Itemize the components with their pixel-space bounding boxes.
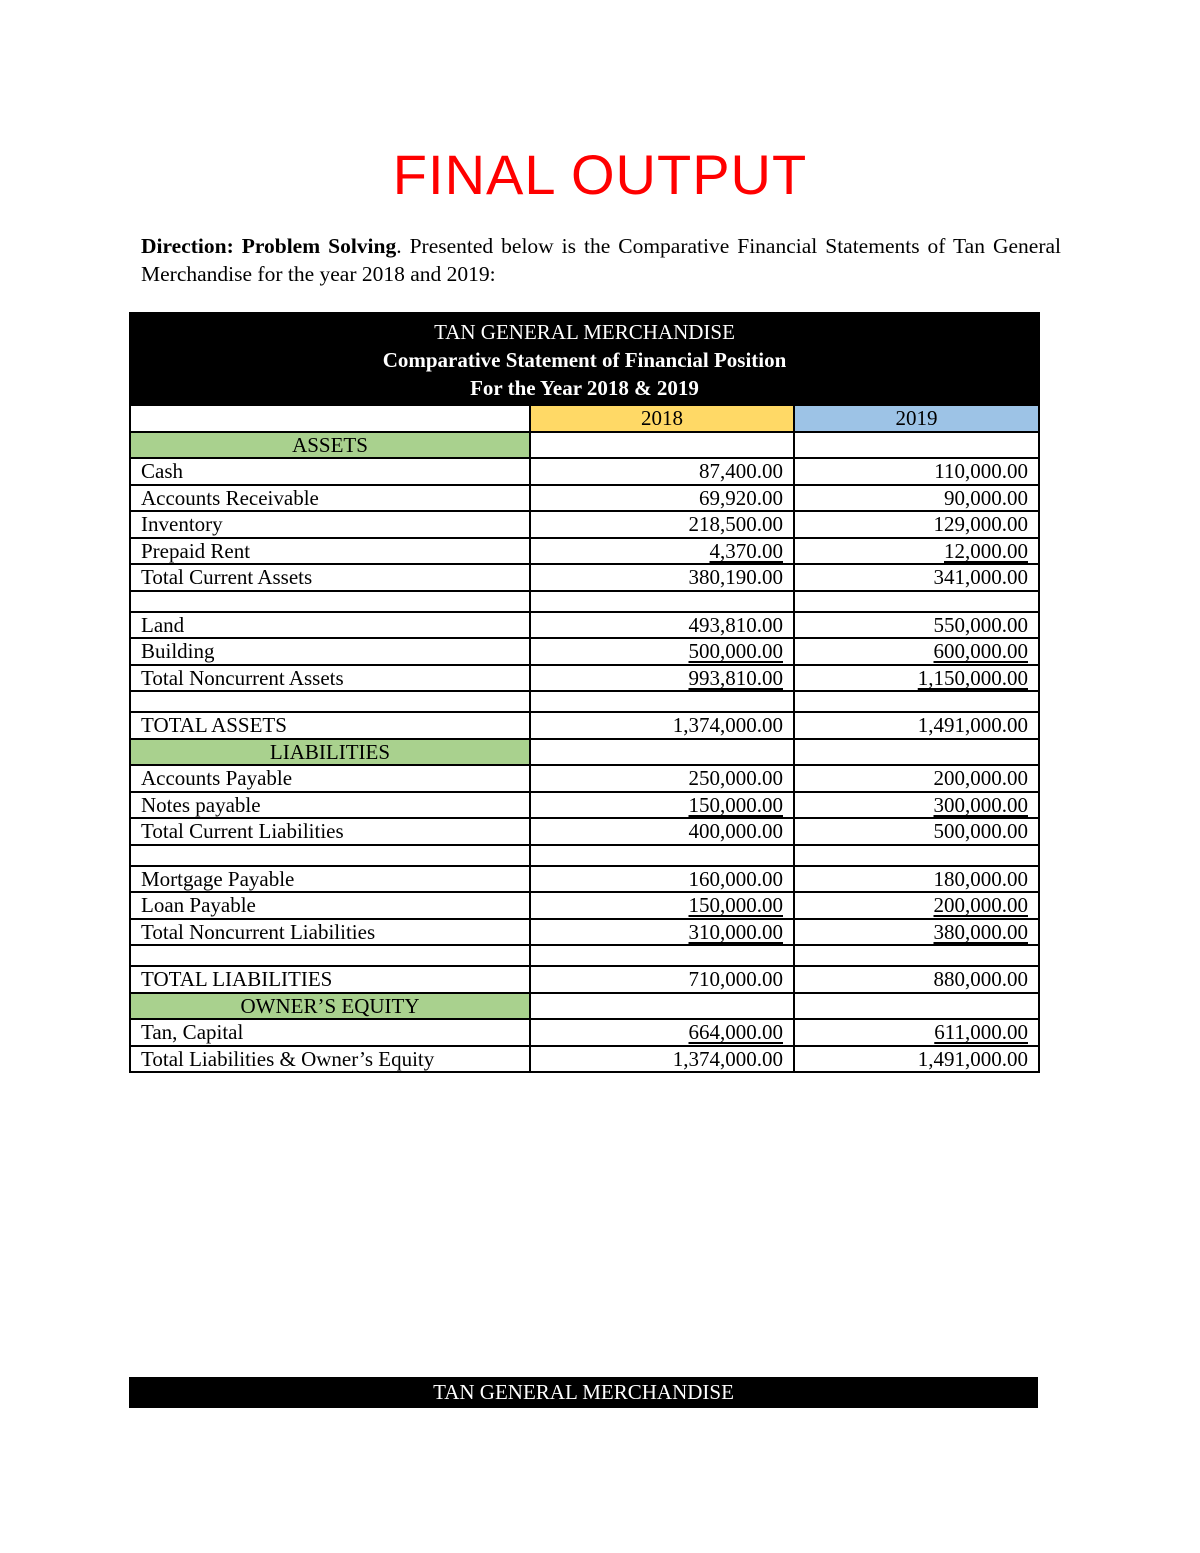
value-2019: 1,150,000.00 bbox=[917, 665, 1028, 690]
value-2019: 200,000.00 bbox=[794, 765, 1039, 792]
value-2018: 380,190.00 bbox=[530, 564, 794, 591]
blank-cell bbox=[794, 739, 1039, 766]
next-table-header-bar: TAN GENERAL MERCHANDISE bbox=[129, 1377, 1038, 1408]
section-label-liabilities: LIABILITIES bbox=[130, 739, 530, 766]
row-label: Mortgage Payable bbox=[130, 866, 530, 893]
row-label: Cash bbox=[130, 458, 530, 485]
value-2018: 1,374,000.00 bbox=[530, 1046, 794, 1073]
value-2018: 87,400.00 bbox=[530, 458, 794, 485]
value-2019: 129,000.00 bbox=[794, 511, 1039, 538]
column-header-2019: 2019 bbox=[794, 405, 1039, 432]
row-label: Notes payable bbox=[130, 792, 530, 819]
year-header-row bbox=[130, 405, 1039, 432]
row-label: Loan Payable bbox=[130, 892, 530, 919]
row-label: Prepaid Rent bbox=[130, 538, 530, 565]
page-title: FINAL OUTPUT bbox=[392, 143, 808, 206]
row-label: Accounts Payable bbox=[130, 765, 530, 792]
row-label: Inventory bbox=[130, 511, 530, 538]
value-2018: 218,500.00 bbox=[530, 511, 794, 538]
section-label-assets: ASSETS bbox=[130, 432, 530, 459]
value-2019: 600,000.00 bbox=[933, 639, 1028, 664]
value-2018: 150,000.00 bbox=[688, 792, 783, 817]
row-label: Tan, Capital bbox=[130, 1019, 530, 1046]
value-2019: 200,000.00 bbox=[933, 893, 1028, 918]
blank-cell bbox=[794, 432, 1039, 459]
table-row-cash bbox=[130, 458, 1039, 485]
spacer-row bbox=[130, 591, 1039, 612]
blank-cell bbox=[530, 432, 794, 459]
table-row-total-noncurrent-assets bbox=[130, 665, 1039, 692]
value-2018: 150,000.00 bbox=[688, 893, 783, 918]
value-2019: 611,000.00 bbox=[934, 1020, 1028, 1045]
table-row-land bbox=[130, 612, 1039, 639]
table-row-mortgage-payable bbox=[130, 866, 1039, 893]
value-2018: 500,000.00 bbox=[688, 639, 783, 664]
statement-title: Comparative Statement of Financial Position bbox=[382, 348, 787, 372]
value-2019: 90,000.00 bbox=[794, 485, 1039, 512]
table-header-cell bbox=[130, 313, 1039, 405]
row-label: Total Liabilities & Owner’s Equity bbox=[130, 1046, 530, 1073]
row-label: Accounts Receivable bbox=[130, 485, 530, 512]
section-row-assets bbox=[130, 432, 1039, 459]
value-2018: 993,810.00 bbox=[688, 665, 783, 690]
row-label: Total Noncurrent Assets bbox=[130, 665, 530, 692]
row-label: TOTAL LIABILITIES bbox=[130, 966, 530, 993]
value-2018: 710,000.00 bbox=[530, 966, 794, 993]
value-2018: 160,000.00 bbox=[530, 866, 794, 893]
value-2019: 1,491,000.00 bbox=[794, 1046, 1039, 1073]
value-2018: 664,000.00 bbox=[688, 1020, 783, 1045]
table-row-total-liabilities-equity bbox=[130, 1046, 1039, 1073]
value-2018: 310,000.00 bbox=[688, 919, 783, 944]
blank-cell bbox=[530, 739, 794, 766]
table-row-building bbox=[130, 638, 1039, 665]
section-row-liabilities bbox=[130, 739, 1039, 766]
table-row-accounts-payable bbox=[130, 765, 1039, 792]
financial-position-table bbox=[129, 312, 1040, 1073]
value-2019: 380,000.00 bbox=[933, 919, 1028, 944]
row-label: Land bbox=[130, 612, 530, 639]
blank-cell bbox=[130, 405, 530, 432]
section-label-owners-equity: OWNER’S EQUITY bbox=[130, 993, 530, 1020]
spacer-row bbox=[130, 845, 1039, 866]
direction-text: . Presented below is the Comparative Financial Statements of Tan General Merchandise for the year 2018 and 2019: bbox=[141, 234, 1061, 286]
row-label: Total Noncurrent Liabilities bbox=[130, 919, 530, 946]
direction-paragraph bbox=[141, 232, 1061, 288]
table-row-prepaid-rent bbox=[130, 538, 1039, 565]
table-header bbox=[130, 313, 1039, 405]
value-2019: 500,000.00 bbox=[794, 818, 1039, 845]
statement-period: For the Year 2018 & 2019 bbox=[470, 376, 699, 400]
table-row-total-noncurrent-liabilities bbox=[130, 919, 1039, 946]
row-label: Building bbox=[130, 638, 530, 665]
value-2018: 69,920.00 bbox=[530, 485, 794, 512]
value-2019: 550,000.00 bbox=[794, 612, 1039, 639]
value-2018: 400,000.00 bbox=[530, 818, 794, 845]
value-2019: 880,000.00 bbox=[794, 966, 1039, 993]
value-2018: 250,000.00 bbox=[530, 765, 794, 792]
table-row-total-current-assets bbox=[130, 564, 1039, 591]
value-2019: 110,000.00 bbox=[794, 458, 1039, 485]
row-label: Total Current Liabilities bbox=[130, 818, 530, 845]
value-2018: 493,810.00 bbox=[530, 612, 794, 639]
column-header-2018: 2018 bbox=[530, 405, 794, 432]
table-row-total-assets bbox=[130, 712, 1039, 739]
table-row-tan-capital bbox=[130, 1019, 1039, 1046]
value-2019: 341,000.00 bbox=[794, 564, 1039, 591]
company-name: TAN GENERAL MERCHANDISE bbox=[434, 320, 735, 344]
table-row-inventory bbox=[130, 511, 1039, 538]
spacer-row bbox=[130, 691, 1039, 712]
table-row-accounts-receivable bbox=[130, 485, 1039, 512]
value-2019: 180,000.00 bbox=[794, 866, 1039, 893]
value-2018: 1,374,000.00 bbox=[530, 712, 794, 739]
row-label: TOTAL ASSETS bbox=[130, 712, 530, 739]
table-row-total-liabilities bbox=[130, 966, 1039, 993]
value-2019: 300,000.00 bbox=[933, 792, 1028, 817]
value-2019: 12,000.00 bbox=[944, 538, 1028, 563]
direction-label: Direction: Problem Solving bbox=[141, 234, 397, 258]
value-2019: 1,491,000.00 bbox=[794, 712, 1039, 739]
table-row-total-current-liabilities bbox=[130, 818, 1039, 845]
row-label: Total Current Assets bbox=[130, 564, 530, 591]
blank-cell bbox=[530, 993, 794, 1020]
table-row-notes-payable bbox=[130, 792, 1039, 819]
section-row-owners-equity bbox=[130, 993, 1039, 1020]
value-2018: 4,370.00 bbox=[709, 538, 783, 563]
spacer-row bbox=[130, 945, 1039, 966]
blank-cell bbox=[794, 993, 1039, 1020]
table-row-loan-payable bbox=[130, 892, 1039, 919]
